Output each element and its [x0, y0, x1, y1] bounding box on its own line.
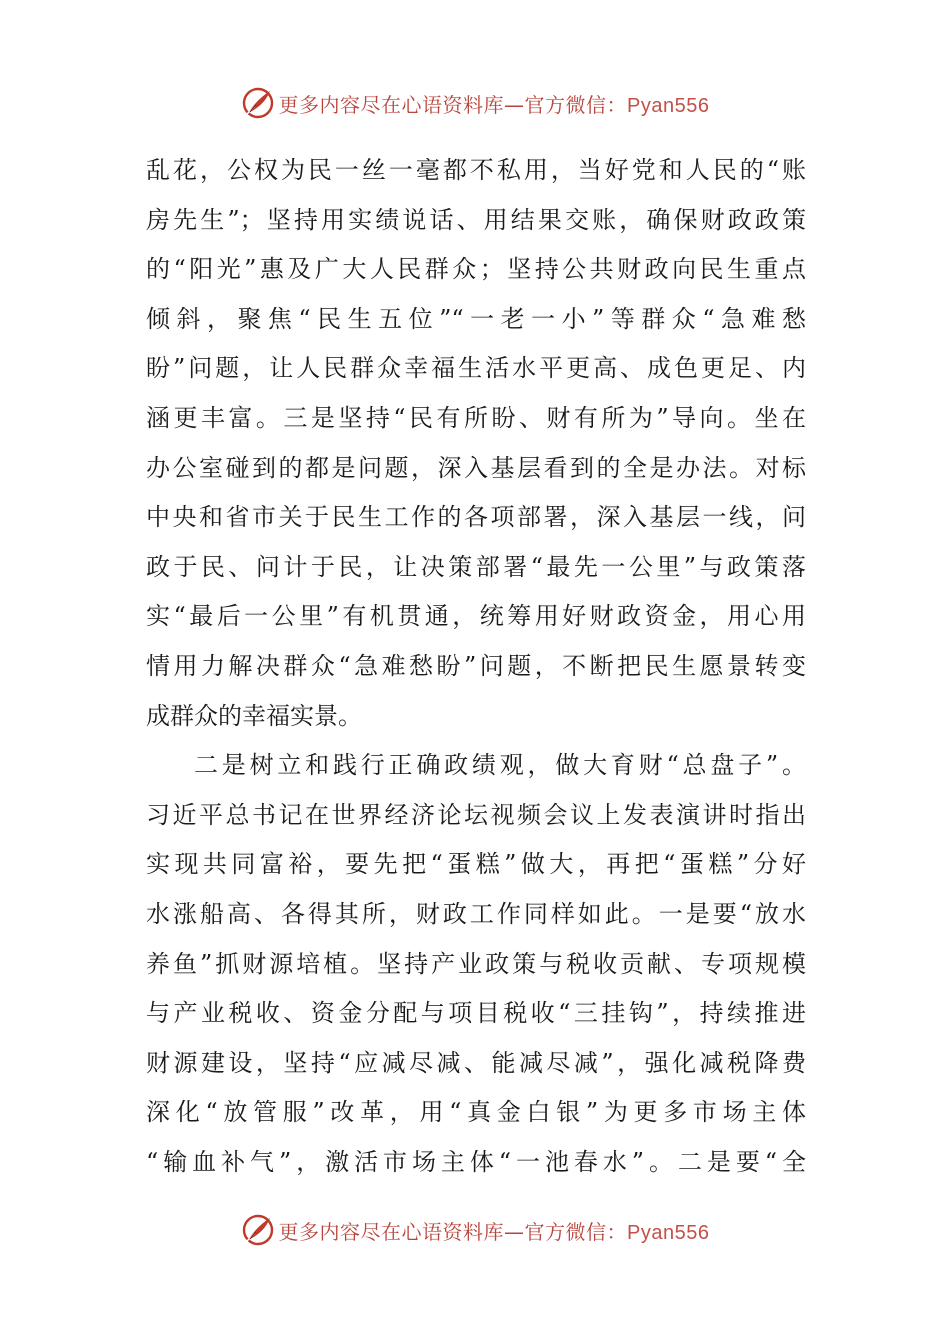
text-line: 养鱼”抓财源培植。坚持产业政策与税收贡献、专项规模: [146, 949, 806, 978]
watermark-text: [279, 89, 710, 118]
text-line: 盼”问题，让人民群众幸福生活水平更高、成色更足、内: [146, 354, 806, 383]
footer-watermark-banner: [0, 1210, 950, 1250]
watermark-text: [279, 1216, 710, 1245]
text-line: 习近平总书记在世界经济论坛视频会议上发表演讲时指出: [146, 800, 806, 829]
text-line: 财源建设，坚持“应减尽减、能减尽减”，强化减税降费: [146, 1048, 806, 1077]
text-line: 深化“放管服”改革，用“真金白银”为更多市场主体: [146, 1098, 806, 1127]
text-line: 涵更丰富。三是坚持“民有所盼、财有所为”导向。坐在: [146, 403, 806, 432]
paragraph-start-line: 二是树立和践行正确政绩观，做大育财“总盘子”。: [194, 751, 806, 780]
text-line: 中央和省市关于民生工作的各项部署，深入基层一线，问: [146, 503, 806, 532]
text-line: 的“阳光”惠及广大人民群众；坚持公共财政向民生重点: [146, 255, 806, 284]
text-line: 实“最后一公里”有机贯通，统筹用好财政资金，用心用: [146, 602, 806, 631]
text-line: 水涨船高、各得其所，财政工作同样如此。一是要“放水: [146, 899, 806, 928]
brand-name: 更多内容尽在心语资料库: [278, 1219, 505, 1244]
separator: —: [504, 92, 525, 117]
document-body: [146, 146, 806, 1187]
text-line: 乱花，公权为民一丝一毫都不私用，当好党和人民的“账: [146, 156, 806, 184]
wechat-handle: Pyan556: [627, 94, 710, 117]
text-line: 情用力解决群众“急难愁盼”问题，不断把民生愿景转变: [146, 651, 806, 680]
quill-logo-icon: [241, 1213, 275, 1247]
contact-label: 官方微信：: [524, 92, 628, 117]
contact-label: 官方微信：: [524, 1219, 628, 1244]
text-line: 与产业税收、资金分配与项目税收“三挂钩”，持续推进: [146, 999, 806, 1028]
header-watermark-banner: [0, 83, 950, 123]
text-line: 办公室碰到的都是问题，深入基层看到的全是办法。对标: [146, 453, 806, 482]
quill-logo-icon: [241, 86, 275, 120]
text-line: 实现共同富裕，要先把“蛋糕”做大，再把“蛋糕”分好: [146, 850, 806, 879]
separator: —: [504, 1219, 525, 1244]
wechat-handle: Pyan556: [627, 1221, 710, 1244]
text-line: 倾斜，聚焦“民生五位”“一老一小”等群众“急难愁: [146, 304, 806, 333]
paragraph-end-line: 成群众的幸福实景。: [146, 701, 362, 730]
brand-name: 更多内容尽在心语资料库: [278, 92, 505, 117]
text-line: 政于民、问计于民，让决策部署“最先一公里”与政策落: [146, 552, 806, 581]
text-line: 房先生”；坚持用实绩说话、用结果交账，确保财政政策: [146, 205, 806, 234]
text-line: “输血补气”，激活市场主体“一池春水”。二是要“全: [146, 1147, 806, 1176]
